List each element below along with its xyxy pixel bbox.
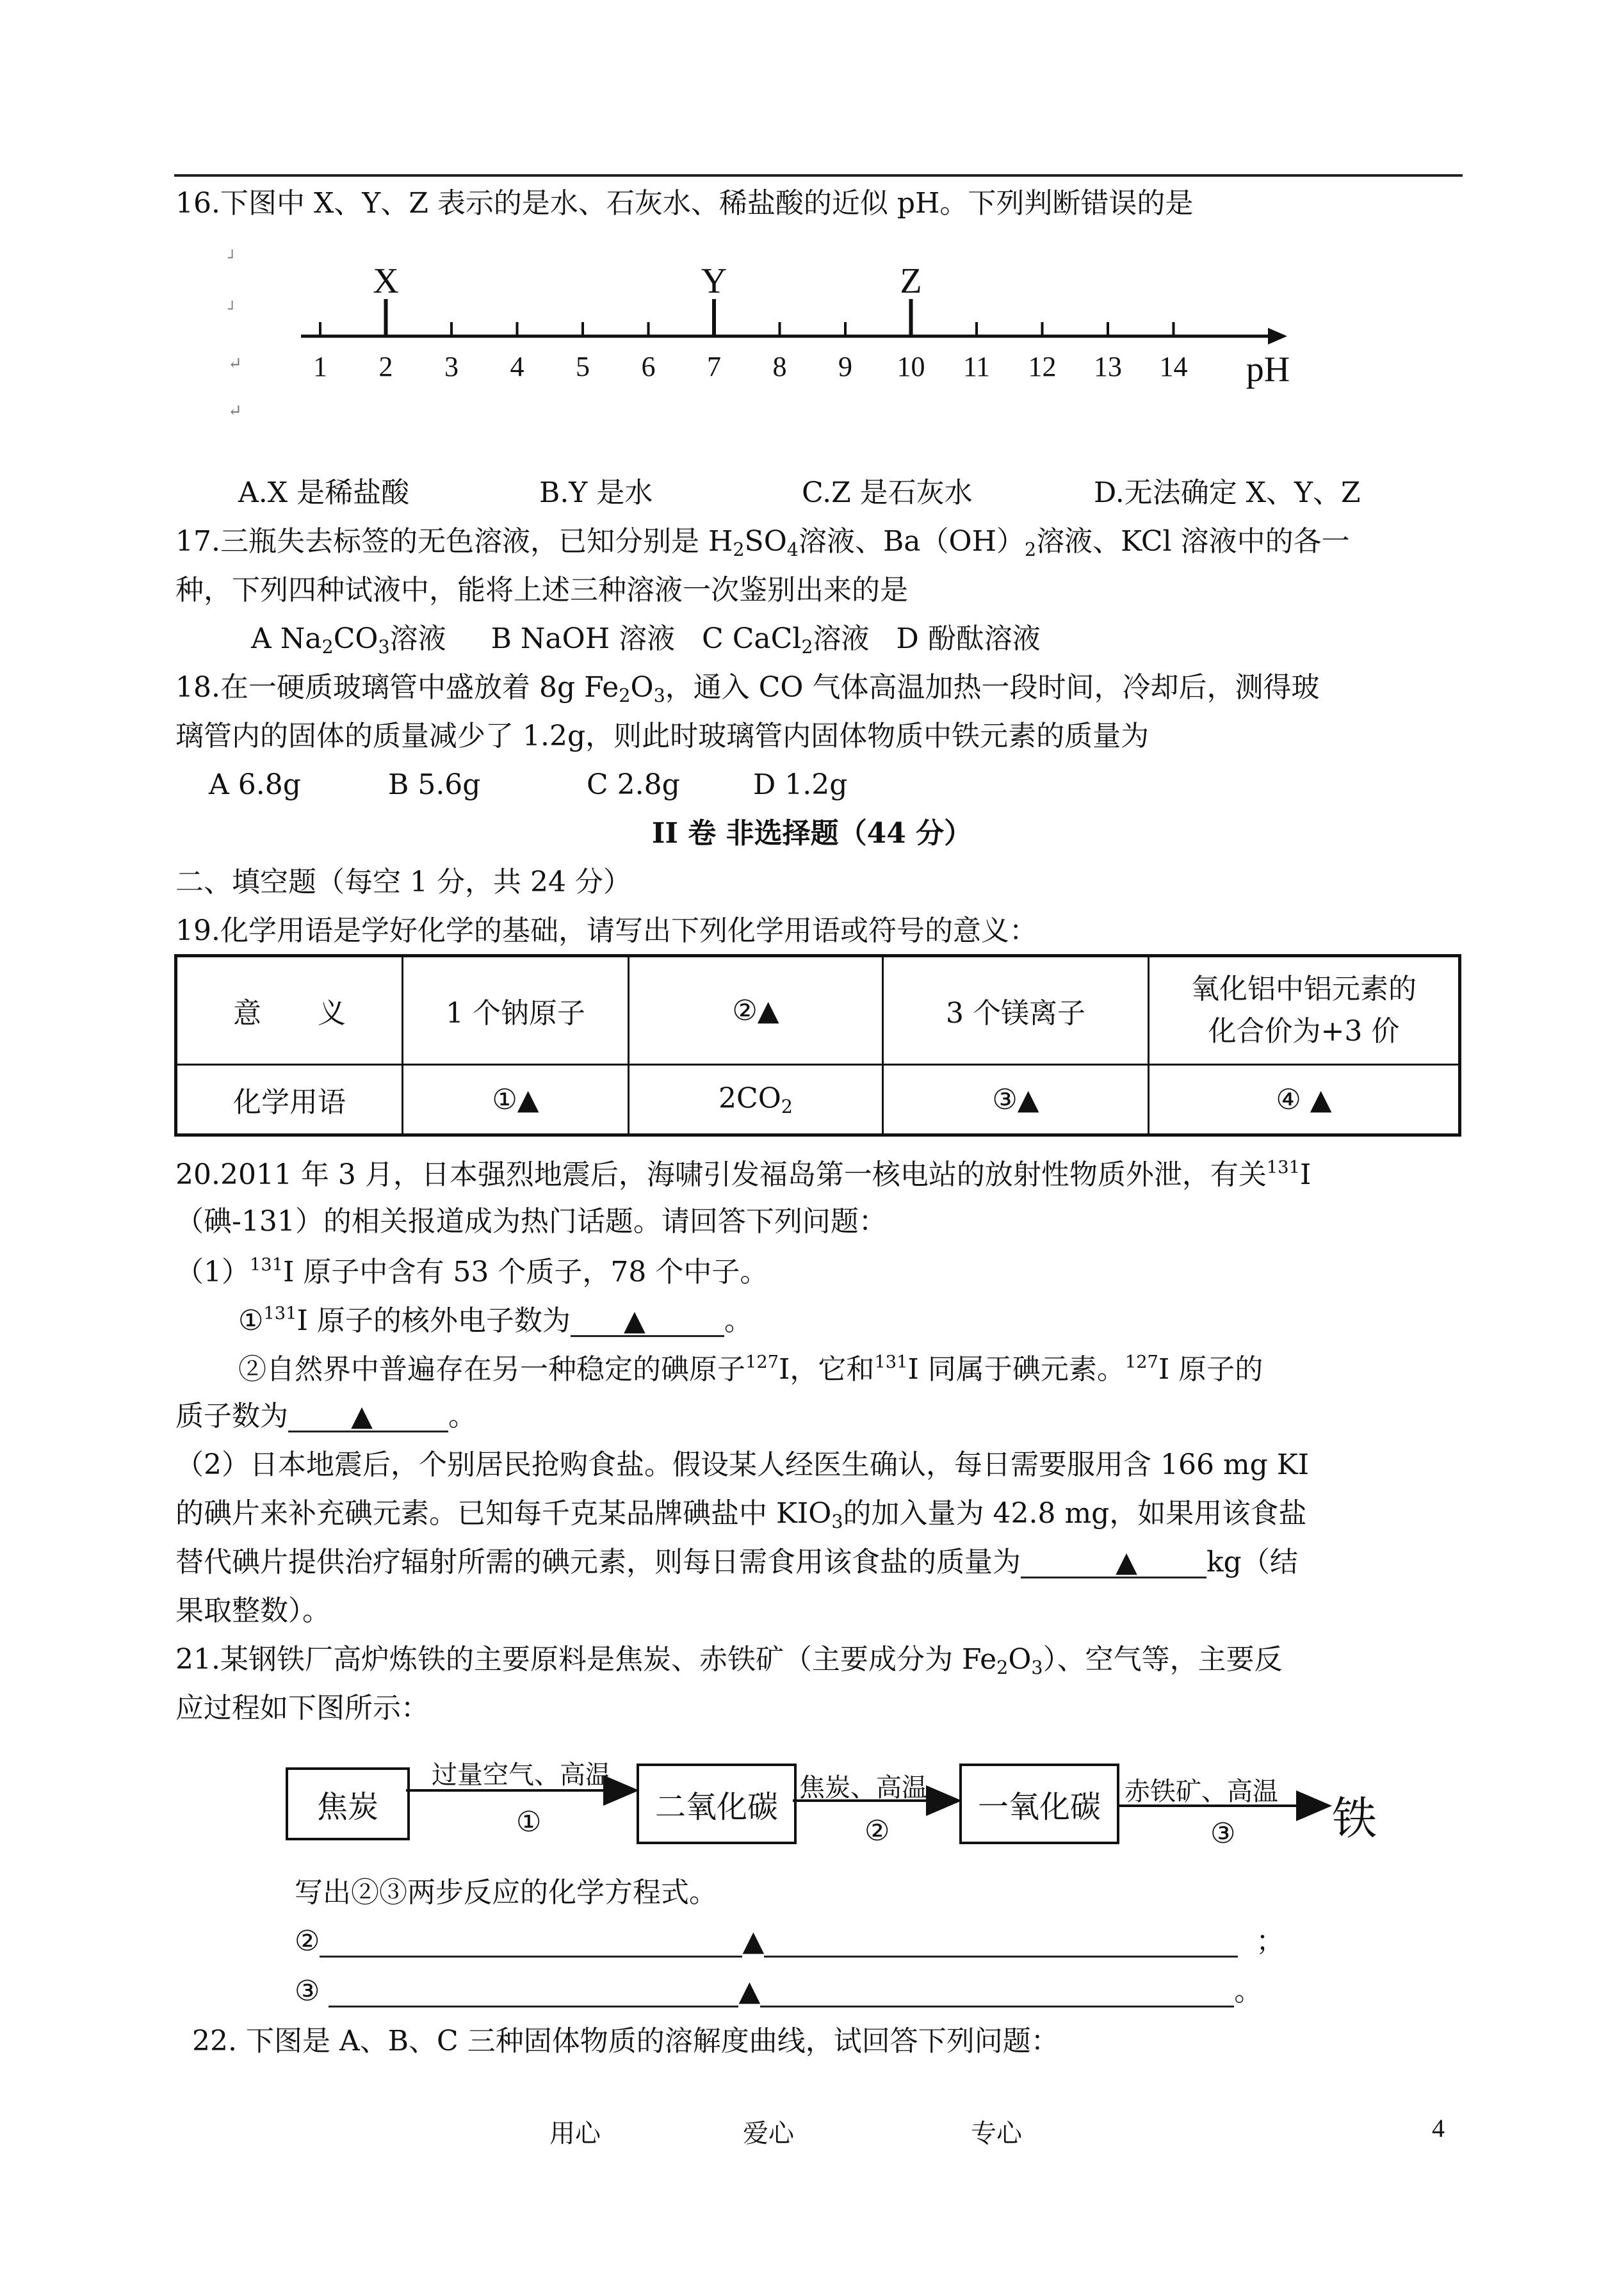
q21-eq3: ③ ▲ 。 [295, 1975, 1263, 2007]
table-cell: 化学用语 [176, 1065, 403, 1135]
flow-label-2: 焦炭、高温 [799, 1773, 927, 1803]
ph-tick-label: 14 [1159, 351, 1188, 382]
q18-option-c[interactable]: C 2.8g [587, 768, 680, 801]
table-row [176, 1065, 1460, 1135]
ph-tick-label: 4 [510, 351, 524, 382]
flow-step-2: ② [865, 1815, 890, 1847]
q17-option-c[interactable]: C CaCl$_2$溶液 [702, 622, 870, 658]
q20-p1-2: ②自然界中普遍存在另一种稳定的碘原子$^{127}$I，它和$^{131}$I 同属于碘元素。$^{127}$I 原子的 [238, 1352, 1263, 1386]
ph-axis-arrowhead [1268, 328, 1287, 345]
q20-p2-l4: 果取整数）。 [175, 1594, 330, 1627]
q20-p1-1: ①$^{131}$I 原子的核外电子数为 ▲ 。 [238, 1304, 752, 1337]
ph-number-line [228, 243, 1306, 448]
q16-option-a[interactable]: A.X 是稀盐酸 [238, 476, 410, 509]
page-number: 4 [1432, 2114, 1445, 2143]
ph-tick-label: 12 [1028, 351, 1057, 382]
q20-p2-l1: （2）日本地震后，个别居民抢购食盐。假设某人经医生确认，每日需要服用含 166 mg KI [175, 1448, 1310, 1481]
fill-heading: 二、填空题（每空 1 分，共 24 分） [175, 866, 631, 898]
table-cell: 3 个镁离子 [883, 956, 1149, 1065]
q18-line1: 18.在一硬质玻璃管中盛放着 8g $Fe_2O_3$，通入 CO 气体高温加热一段时间，冷却后，测得玻 [175, 671, 1320, 706]
svg-text:↵: ↵ [228, 401, 242, 421]
answer-blank[interactable] [320, 1927, 742, 1958]
q20-p1-2b: 质子数为 ▲ 。 [175, 1400, 476, 1432]
ph-axis-label: pH [1246, 350, 1290, 389]
ph-tick-label: 3 [444, 351, 459, 382]
header-rule [174, 174, 1463, 177]
flow-step-3: ③ [1210, 1817, 1236, 1850]
ph-tick-label: 6 [641, 351, 656, 382]
flow-label-1: 过量空气、高温 [432, 1760, 611, 1790]
table-cell: $2CO_2$ [629, 1065, 883, 1135]
q17-line1 [175, 525, 1350, 560]
q20-line1: 20.2011 年 3 月，日本强烈地震后，海啸引发福岛第一核电站的放射性物质外泄，有关$^{131}$I [175, 1158, 1311, 1191]
table-cell[interactable]: ②▲ [629, 956, 883, 1065]
table-cell: 1 个钠原子 [403, 956, 629, 1065]
answer-blank[interactable]: ▲ [1021, 1548, 1206, 1578]
flow-final-iron: 铁 [1332, 1792, 1377, 1845]
q17-option-d[interactable]: D 酚酞溶液 [896, 622, 1041, 655]
q21-eq2: ② ▲ ； [295, 1925, 1285, 1958]
ph-tick-label: 5 [576, 351, 590, 382]
q18-option-b[interactable]: B 5.6g [388, 768, 481, 801]
q17-line2: 种，下列四种试液中，能将上述三种溶液一次鉴别出来的是 [175, 574, 908, 606]
subscript: 2 [1024, 539, 1037, 560]
q18-option-a[interactable]: A 6.8g [209, 768, 301, 801]
ph-tick-label: 13 [1094, 351, 1122, 382]
q17-option-a[interactable]: A $Na_2CO_3$溶液 [251, 622, 446, 658]
subscript: 4 [786, 539, 799, 560]
table-cell[interactable]: ①▲ [403, 1065, 629, 1135]
ph-tick-label: 10 [897, 351, 925, 382]
flow-box-co2: 二氧化碳 [637, 1764, 797, 1844]
q16-option-d[interactable]: D.无法确定 X、Y、Z [1094, 476, 1361, 509]
q22-stem: 22. 下图是 A、B、C 三种固体物质的溶解度曲线，试回答下列问题： [192, 2025, 1059, 2057]
flow-box-coke: 焦炭 [286, 1767, 410, 1840]
q17-text: 溶液、Ba（OH） [798, 525, 1025, 558]
q20-p2-l3: 替代碘片提供治疗辐射所需的碘元素，则每日需食用该食盐的质量为 ▲ kg（结 [175, 1546, 1298, 1578]
flow-step-1: ① [516, 1806, 542, 1838]
subscript: 2 [733, 539, 745, 560]
answer-blank[interactable]: ▲ [288, 1402, 448, 1432]
ph-marker-label: X [373, 261, 399, 301]
footer-right: 专心 [971, 2119, 1022, 2148]
table-row [176, 956, 1460, 1065]
answer-blank[interactable]: ▲ [571, 1307, 724, 1337]
q16-option-b[interactable]: B.Y 是水 [539, 476, 653, 509]
answer-blank[interactable] [760, 1977, 1234, 2007]
q21-line1: 21.某钢铁厂高炉炼铁的主要原料是焦炭、赤铁矿（主要成分为 $Fe_2O_3$）、空气等，主要反 [175, 1643, 1283, 1678]
section-title: II 卷 非选择题（44 分） [651, 817, 973, 850]
table-cell[interactable]: ④ ▲ [1149, 1065, 1460, 1135]
q19-stem: 19.化学用语是学好化学的基础，请写出下列化学用语或符号的意义： [175, 914, 1037, 947]
q17-text: 17.三瓶失去标签的无色溶液，已知分别是 H [175, 525, 733, 558]
ph-tick-label: 11 [962, 351, 991, 382]
flow-label-3: 赤铁矿、高温 [1125, 1777, 1278, 1806]
ph-marker-label: Y [701, 261, 727, 301]
answer-blank[interactable] [329, 1977, 738, 2007]
svg-text:┘: ┘ [228, 250, 237, 266]
q18-line2: 璃管内的固体的质量减少了 1.2g，则此时玻璃管内固体物质中铁元素的质量为 [175, 720, 1149, 752]
ph-tick-label: 8 [772, 351, 787, 382]
ph-tick-label: 7 [707, 351, 721, 382]
q17-text: SO [744, 525, 787, 558]
ph-tick-label: 2 [378, 351, 393, 382]
q17-text: 溶液、KCl 溶液中的各一 [1036, 525, 1350, 558]
q16-option-c[interactable]: C.Z 是石灰水 [802, 476, 973, 509]
ph-tick-label: 1 [313, 351, 327, 382]
q20-p1: $(1)^{131}I$ 原子中含有 53 个质子，78 个中子。 [175, 1255, 768, 1288]
footer-mid: 爱心 [743, 2119, 794, 2148]
q20-p2-l2: 的碘片来补充碘元素。已知每千克某品牌碘盐中 $KIO_3$的加入量为 42.8 mg，如果用该食盐 [175, 1497, 1307, 1532]
svg-text:┘: ┘ [228, 302, 237, 318]
q19-table [174, 954, 1461, 1137]
ph-marker-label: Z [900, 261, 922, 301]
answer-blank[interactable] [764, 1927, 1238, 1958]
q17-option-b[interactable]: B NaOH 溶液 [491, 622, 676, 655]
table-cell: 氧化铝中铝元素的 化合价为+3 价 [1149, 956, 1460, 1065]
q21-instruction: 写出②③两步反应的化学方程式。 [295, 1876, 717, 1909]
q20-line2: （碘-131）的相关报道成为热门话题。请回答下列问题： [175, 1205, 887, 1238]
ph-tick-label: 9 [838, 351, 852, 382]
flow-box-co: 一氧化碳 [959, 1764, 1119, 1844]
q21-line2: 应过程如下图所示： [175, 1692, 429, 1724]
footer-left: 用心 [549, 2119, 601, 2148]
q17-options [251, 622, 1041, 658]
q18-option-d[interactable]: D 1.2g [753, 768, 848, 801]
q16-stem: 16.下图中 X、Y、Z 表示的是水、石灰水、稀盐酸的近似 pH。下列判断错误的是 [175, 187, 1194, 220]
table-cell: 意 义 [176, 956, 403, 1065]
svg-text:↵: ↵ [228, 354, 242, 373]
table-cell[interactable]: ③▲ [883, 1065, 1149, 1135]
